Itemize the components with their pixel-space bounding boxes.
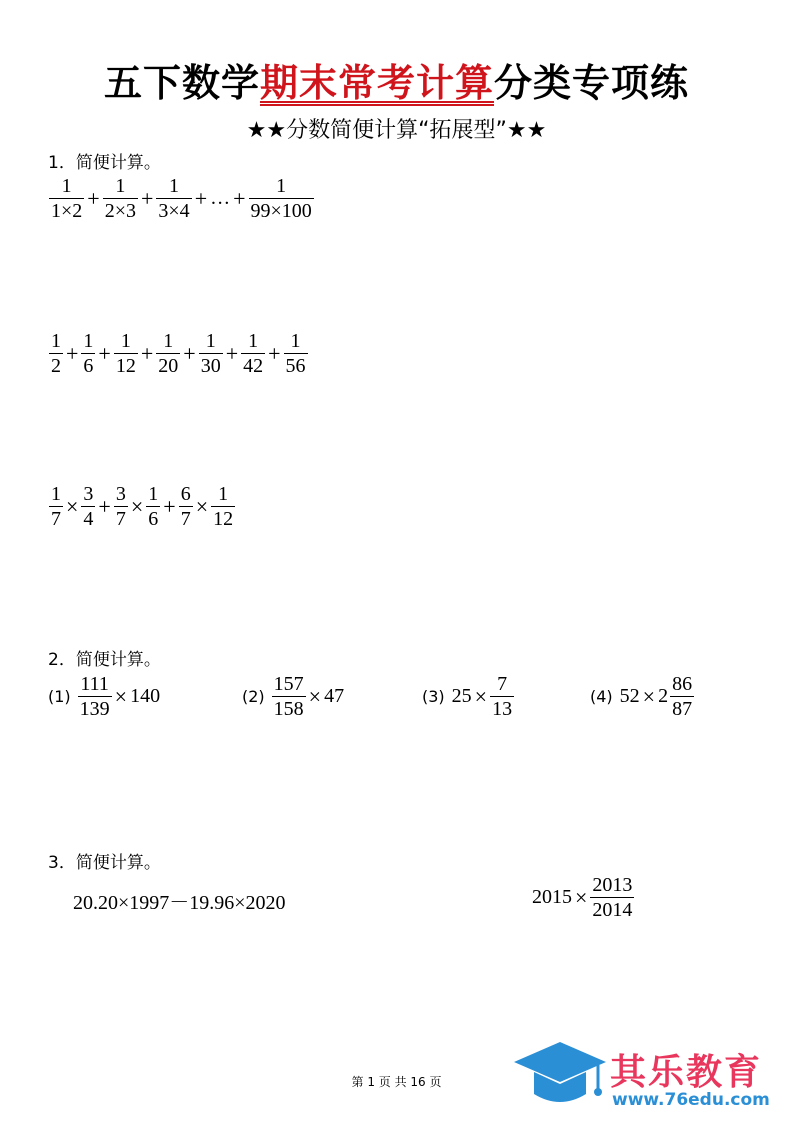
fraction: $\frac{86}{87}$ <box>672 673 693 720</box>
title-suffix: 分类专项练 <box>494 61 690 105</box>
fraction: $\frac{1}{12}$ <box>213 483 234 530</box>
q1-heading: 1．简便计算。 <box>48 153 161 173</box>
fraction: $\frac{3}{4}$ <box>83 483 94 530</box>
q2-part-4: (4) 52 × 2 $\frac{86}{87}$ <box>590 673 693 720</box>
q3-heading: 3．简便计算。 <box>48 853 161 873</box>
fraction: $\frac{1}{3\times 4}$ <box>158 175 190 222</box>
q1-expression-3: $\frac{1}{7}$ × $\frac{3}{4}$ + $\frac{3}{7}$ × $\frac{1}{6}$ + $\frac{6}{7}$ × $\frac{1}{12}$ <box>51 483 234 530</box>
part-label: (1) <box>48 687 71 706</box>
part-label: (4) <box>590 687 613 706</box>
part-label: (2) <box>242 687 265 706</box>
page-title <box>0 52 793 107</box>
fraction: $\frac{1}{6}$ <box>83 330 94 377</box>
fraction: $\frac{1}{2}$ <box>51 330 61 377</box>
fraction: $\frac{1}{30}$ <box>200 330 221 377</box>
fraction: $\frac{1}{42}$ <box>243 330 264 377</box>
fraction: $\frac{1}{56}$ <box>285 330 306 377</box>
fraction: $\frac{1}{7}$ <box>51 483 61 530</box>
fraction: $\frac{3}{7}$ <box>115 483 126 530</box>
fraction: $\frac{7}{13}$ <box>492 673 513 720</box>
q3-expression-2: 2015 × $\frac{2013}{2014}$ <box>532 874 633 921</box>
q1-expression-2: $\frac{1}{2}$ + $\frac{1}{6}$ + $\frac{1}{12}$ + $\frac{1}{20}$ + $\frac{1}{30}$ + $\frac{1}{42}$ + $\frac{1}{56}$ <box>51 330 306 377</box>
brand-logo <box>512 1038 787 1118</box>
q1-expression-1: $\frac{1}{1\times 2}$ + $\frac{1}{2\times 3}$ + $\frac{1}{3\times 4}$ + … + $\frac{1}{99\times 100}$ <box>51 175 312 222</box>
fraction: $\frac{1}{6}$ <box>148 483 159 530</box>
page-number: 第 1 页 共 16 页 <box>351 1075 442 1089</box>
q2-part-1: (1) $\frac{111}{139}$ × 140 <box>48 673 161 720</box>
fraction: $\frac{1}{20}$ <box>158 330 179 377</box>
q2-heading: 2．简便计算。 <box>48 650 161 670</box>
fraction: $\frac{1}{99\times 100}$ <box>250 175 312 222</box>
fraction: $\frac{1}{12}$ <box>115 330 136 377</box>
fraction: $\frac{111}{139}$ <box>79 673 110 720</box>
q3-expression-1: 20.20×1997－19.96×2020 <box>73 892 286 914</box>
fraction: $\frac{1}{2\times 3}$ <box>104 175 136 222</box>
graduation-cap-icon <box>512 1038 608 1116</box>
title-prefix: 五下数学 <box>103 61 260 105</box>
ellipsis: … <box>210 187 231 209</box>
q2-part-3: (3) 25 × $\frac{7}{13}$ <box>422 673 513 720</box>
fraction: $\frac{1}{1\times 2}$ <box>51 175 83 222</box>
fraction: $\frac{157}{158}$ <box>273 673 304 720</box>
title-highlight: 期末常考计算 <box>259 61 494 105</box>
q2-part-2: (2) $\frac{157}{158}$ × 47 <box>242 673 345 720</box>
page-subtitle: ★★分数简便计算“拓展型”★★ <box>246 118 547 143</box>
brand-url: www.76edu.com <box>612 1090 770 1110</box>
brand-name: 其乐教育 <box>610 1052 763 1093</box>
fraction: $\frac{6}{7}$ <box>180 483 191 530</box>
part-label: (3) <box>422 687 445 706</box>
fraction: $\frac{2013}{2014}$ <box>592 874 633 921</box>
